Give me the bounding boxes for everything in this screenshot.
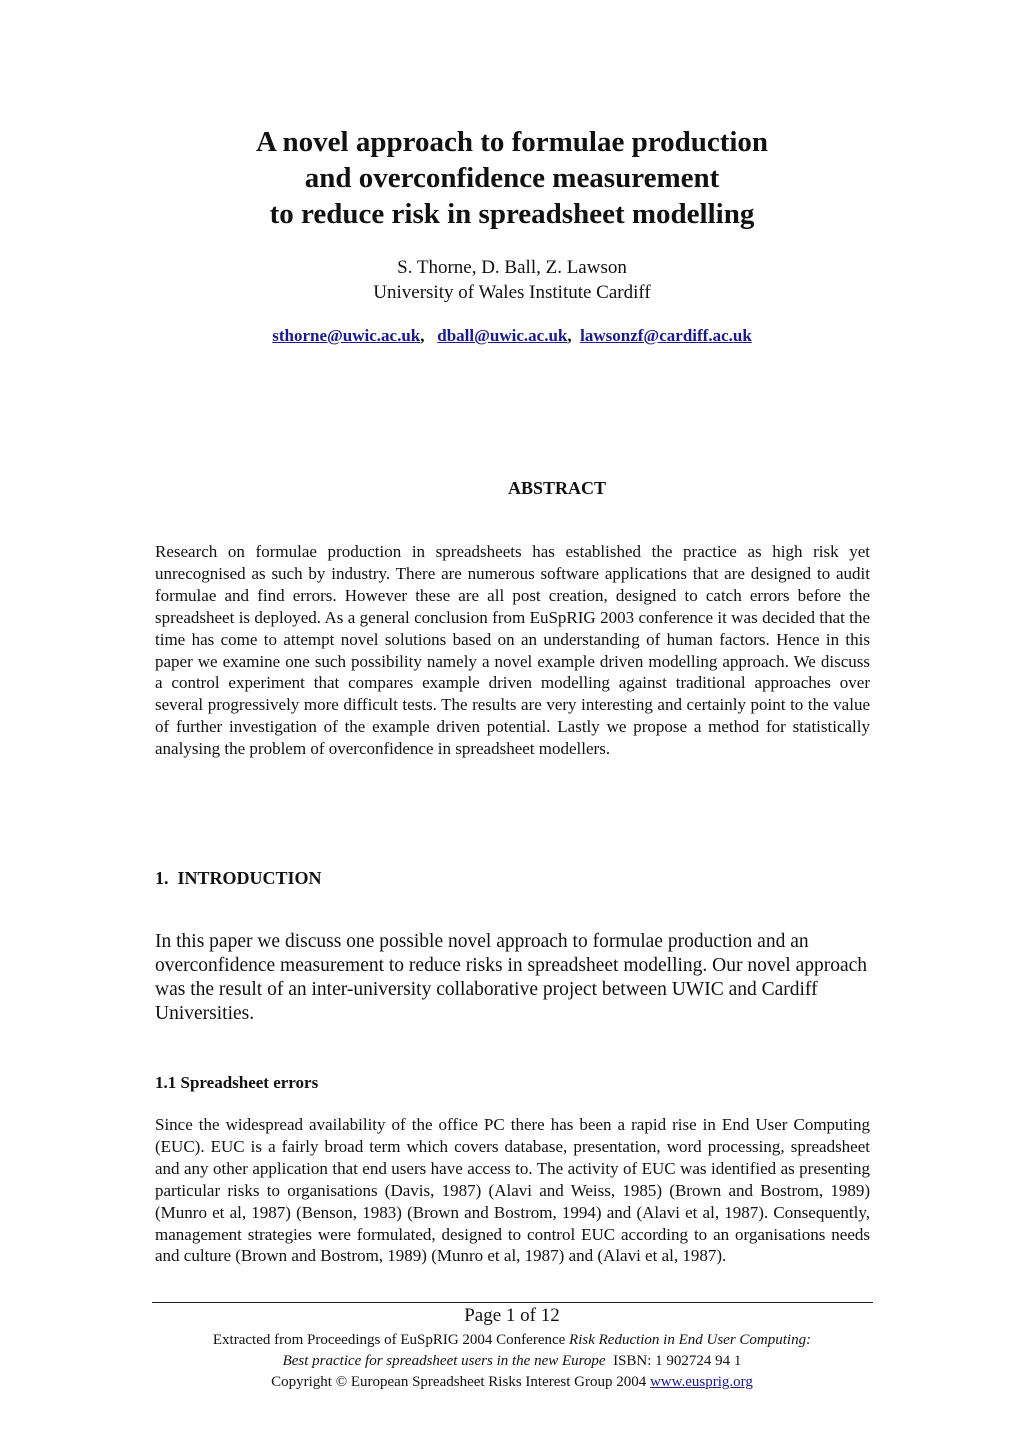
author-affiliation: University of Wales Institute Cardiff (373, 282, 651, 303)
email-link-ball[interactable]: dball@uwic.ac.uk (437, 326, 568, 345)
footer-line-1-italic: Risk Reduction in End User Computing: (569, 1332, 812, 1348)
footer-isbn: ISBN: 1 902724 94 1 (605, 1353, 742, 1369)
footer-divider (152, 1302, 873, 1303)
footer-line-1 (62, 1330, 962, 1351)
section-heading-spreadsheet-errors: 1.1 Spreadsheet errors (155, 1073, 319, 1092)
email-separator: , (420, 326, 425, 345)
author-names: S. Thorne, D. Ball, Z. Lawson (397, 257, 627, 278)
footer-line-1-prefix: Extracted from Proceedings of EuSpRIG 2004 Conference (212, 1332, 570, 1348)
email-link-thorne[interactable]: sthorne@uwic.ac.uk (272, 326, 421, 345)
title-line-2: and overconfidence measurement (304, 162, 720, 194)
footer-citation (62, 1330, 962, 1393)
author-block (112, 255, 912, 305)
footer-line-3 (62, 1372, 962, 1393)
introduction-text: In this paper we discuss one possible novel approach to formulae production and an overconfidence measurement to reduce risks in spreadsheet modelling. Our novel approach was the result of an inter-university collaborative project between UWIC and Cardiff Universities. (155, 931, 868, 1024)
email-link-lawson[interactable]: lawsonzf@cardiff.ac.uk (580, 326, 752, 345)
eusprig-website-link[interactable]: www.eusprig.org (649, 1374, 753, 1390)
page-number: Page 1 of 12 (464, 1305, 560, 1326)
author-emails (112, 326, 912, 346)
paper-title (112, 124, 912, 232)
abstract-heading: ABSTRACT (507, 478, 607, 498)
abstract-text: Research on formulae production in spreadsheets has established the practice as high risk yet unrecognised as such by industry. There are numerous software applications that are designed to audit formulae and find errors. However these are all post creation, designed to catch errors before the spreadsheet is deployed. As a general conclusion from EuSpRIG 2003 conference it was decided that the time has come to attempt novel solutions based on an understanding of human factors. Hence in this paper we examine one such possibility namely a novel example driven modelling approach. We discuss a control experiment that compares example driven modelling against traditional approaches over several progressively more difficult tests. The results are very interesting and certainly point to the value of further investigation of the example driven potential. Lastly we propose a method for statistically analysing the problem of overconfidence in spreadsheet modellers. (155, 542, 870, 759)
introduction-heading: 1. INTRODUCTION (155, 868, 322, 888)
footer-line-2-italic: Best practice for spreadsheet users in the new Europe (282, 1353, 606, 1369)
section-text-spreadsheet-errors: Since the widespread availability of the office PC there has been a rapid rise in End User Computing (EUC). EUC is a fairly broad term which covers database, presentation, word processing, spreadsheet and any other application that end users have access to. The activity of EUC was identified as presenting particular risks to organisations (Davis, 1987) (Alavi and Weiss, 1985) (Brown and Bostrom, 1989) (Munro et al, 1987) (Benson, 1983) (Brown and Bostrom, 1994) and (Alavi et al, 1987). Consequently, management strategies were formulated, designed to control EUC according to an organisations needs and culture (Brown and Bostrom, 1989) (Munro et al, 1987) and (Alavi et al, 1987). (155, 1115, 870, 1266)
footer-copyright: Copyright © European Spreadsheet Risks Interest Group 2004 (271, 1374, 650, 1390)
email-separator: , (567, 326, 572, 345)
footer-line-2 (62, 1351, 962, 1372)
title-line-1: A novel approach to formulae production (255, 126, 769, 158)
title-line-3: to reduce risk in spreadsheet modelling (269, 198, 755, 230)
